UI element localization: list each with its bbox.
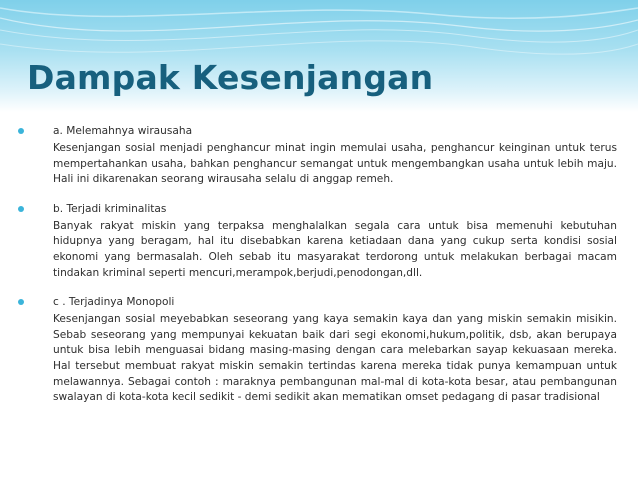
section-body: Banyak rakyat miskin yang terpaksa menghalalkan segala cara untuk bisa memenuhi kebutuhan hidupnya yang beragam, hal itu disebabkan karena ketiadaan dana yang cukup serta kondisi sosial ekonomi yang bermasalah. Oleh sebab itu masyarakat terdorong untuk melakukan berbagai macam tindakan kriminal seperti mencuri,merampok,berjudi,penodongan,dll. [53,219,617,279]
section-terjadi-kriminalitas [18,202,620,281]
bullet-dot-icon [18,128,24,134]
bullet-dot-icon [18,206,24,212]
slide-content [18,124,620,420]
slide-title: Dampak Kesenjangan [27,58,434,97]
section-melemahnya-wirausaha [18,124,620,188]
section-heading: b. Terjadi kriminalitas [53,202,167,215]
section-heading: a. Melemahnya wirausaha [53,125,193,137]
section-terjadinya-monopoli [18,295,620,406]
section-body: Kesenjangan sosial menjadi penghancur minat ingin memulai usaha, penghancur keinginan untuk terus mempertahankan usaha, bahkan penghancur semangat untuk mengembangkan usaha untuk lebih maju. Hali ini dikarenakan seorang wirausaha selalu di anggap remeh. [53,142,617,186]
section-body: Kesenjangan sosial meyebabkan seseorang yang kaya semakin kaya dan yang miskin semakin misikin. Sebab seseorang yang mempunyai kekuatan baik dari segi ekonomi,hukum,politik, dsb, akan berupaya untuk bisa lebih menguasai bidang masing-masing dengan cara melebarkan sayap kekuasaan mereka. Hal tersebut membuat rakyat miskin semakin tertindas karena mereka tidak punya kemampuan untuk melawannya. Sebagai contoh : maraknya pembangunan mal-mal di kota-kota besar, atau pembangunan swalayan di kota-kota kecil sedikit - demi sedikit akan mematikan omset pedagang di pasar tradisional [53,313,617,404]
bullet-dot-icon [18,299,24,305]
section-heading: c . Terjadinya Monopoli [53,296,175,309]
